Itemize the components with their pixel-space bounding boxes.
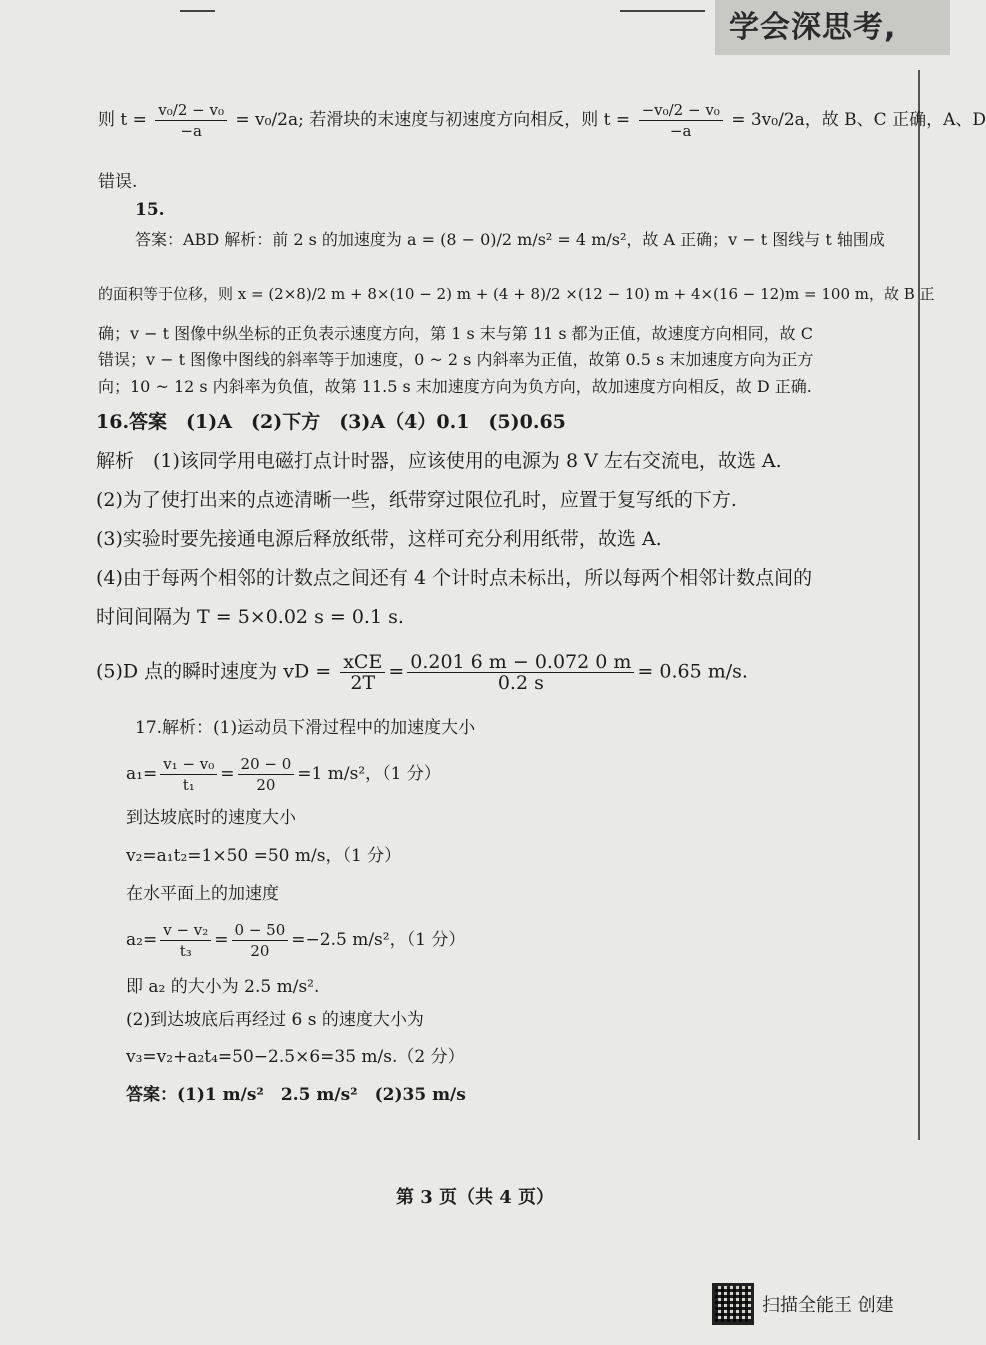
q17-a1: a₁= $\frac{\text{v₁ − v₀}}{\text{t₁}}$ = $\frac{20 - 0}{20}$ =1 m/s²，（1 分） [126,755,441,794]
fraction: $\frac{\text{−v₀/2 − v₀}}{-a}$ [639,100,723,141]
page-number: 第 3 页（共 4 页） [395,1187,555,1208]
q16-answer: 16.答案 (1)A (2)下方 (3)A（4）0.1 (5)0.65 [96,411,566,433]
scanner-label: 扫描全能王 创建 [762,1295,894,1316]
q16-line-3: (3)实验时要先接通电源后释放纸带，这样可充分利用纸带，故选 A. [96,528,662,550]
q15-line-3: 确；v − t 图像中纵坐标的正负表示速度方向，第 1 s 末与第 11 s 都为正值，故速度方向相同，故 C [98,324,813,343]
header-dash-right [620,10,705,12]
fraction: $\frac{20 - 0}{20}$ [238,754,295,795]
q17-line-1: 17.解析：(1)运动员下滑过程中的加速度大小 [135,718,476,738]
q17-line-3: 到达坡底时的速度大小 [126,808,296,828]
q16-line-4: (4)由于每两个相邻的计数点之间还有 4 个计时点未标出，所以每两个相邻计数点间的 [96,567,813,589]
q15-line-4: 错误；v − t 图像中图线的斜率等于加速度，0 ~ 2 s 内斜率为正值，故第 0.5 s 末加速度方向为正方 [98,350,814,369]
q15-line-2: 的面积等于位移，则 x = (2×8)/2 m + 8×(10 − 2) m + (4 + 8)/2 ×(12 − 10) m + 4×(16 − 12)m = 100 m，故 B 正 [98,285,935,303]
fraction: $\frac{\text{v₁ − v₀}}{\text{t₁}}$ [160,754,217,795]
margin-rule [918,70,920,1140]
fraction: $\frac{0 - 50}{20}$ [232,920,289,961]
continued-line-1: 则 t = $\frac{\text{v₀/2 − v₀}}{-a}$ = v₀/2a; 若滑块的末速度与初速度方向相反，则 t = $\frac{\text{−v₀/2 − v₀}}{-a}$ = 3v₀/2a，故 B、C 正确，A、D [98,101,986,140]
q17-line-7: 即 a₂ 的大小为 2.5 m/s². [126,977,320,997]
fraction: $\frac{0.201 6 m - 0.072 0 m}{0.2 s}$ [407,652,634,693]
continued-line-2: 错误. [98,172,138,192]
q17-line-4: v₂=a₁t₂=1×50 =50 m/s，（1 分） [126,846,402,866]
q17-a2: a₂= $\frac{\text{v − v₂}}{\text{t₃}}$ = $\frac{0 - 50}{20}$ =−2.5 m/s²，（1 分） [126,921,466,960]
q16-line-5: 时间间隔为 T = 5×0.02 s = 0.1 s. [96,606,404,628]
header-dash [180,10,215,12]
fraction: $\frac{\text{v₀/2 − v₀}}{-a}$ [155,100,227,141]
q16-line-2: (2)为了使打出来的点迹清晰一些，纸带穿过限位孔时，应置于复写纸的下方. [96,489,737,511]
qr-code-icon [712,1283,754,1325]
scanner-watermark [712,1283,894,1325]
motto-banner: 学会深思考, [715,0,950,55]
fraction: $\frac{\text{xCE}}{2T}$ [340,652,385,693]
q16-line-6: (5)D 点的瞬时速度为 vD = $\frac{\text{xCE}}{2T}$ = $\frac{0.201 6 m - 0.072 0 m}{0.2 s}$ = 0.65 m/s. [96,651,748,694]
q17-line-5: 在水平面上的加速度 [126,884,279,904]
q16-line-1: 解析 (1)该同学用电磁打点计时器，应该使用的电源为 8 V 左右交流电，故选 A. [96,450,782,472]
q15-number: 15. [135,200,165,220]
q15-line-1: 答案：ABD 解析：前 2 s 的加速度为 a = (8 − 0)/2 m/s² = 4 m/s²，故 A 正确；v − t 图线与 t 轴围成 [135,230,885,249]
fraction: $\frac{\text{v − v₂}}{\text{t₃}}$ [160,920,211,961]
q17-answer: 答案：(1)1 m/s² 2.5 m/s² (2)35 m/s [126,1085,466,1105]
q15-line-5: 向；10 ~ 12 s 内斜率为负值，故第 11.5 s 末加速度方向为负方向，故加速度方向相反，故 D 正确. [98,377,812,396]
q17-line-8: (2)到达坡底后再经过 6 s 的速度大小为 [126,1010,424,1030]
q17-line-9: v₃=v₂+a₂t₄=50−2.5×6=35 m/s.（2 分） [126,1047,465,1067]
